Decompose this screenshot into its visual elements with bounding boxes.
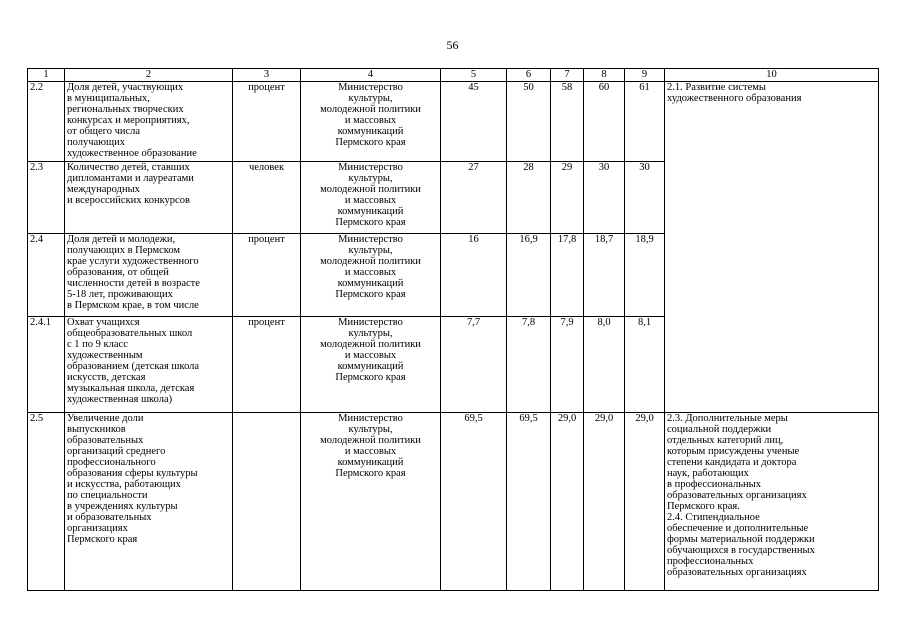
indicator-name: Доля детей и молодежи, получающих в Пермском крае услуги художественного образования, от общей численности детей в возрасте 5-18 лет, проживающих в Пермском крае, в том числе bbox=[65, 234, 233, 317]
header-col-5: 5 bbox=[441, 69, 507, 82]
value-col-5: 27 bbox=[441, 162, 507, 234]
unit: человек bbox=[233, 162, 301, 234]
agency: Министерство культуры, молодежной политики и массовых коммуникаций Пермского края bbox=[301, 162, 441, 234]
agency: Министерство культуры, молодежной политики и массовых коммуникаций Пермского края bbox=[301, 413, 441, 591]
value-col-5: 16 bbox=[441, 234, 507, 317]
row-number: 2.2 bbox=[28, 82, 65, 162]
table-row bbox=[28, 413, 879, 591]
table-row bbox=[28, 82, 879, 162]
agency: Министерство культуры, молодежной политики и массовых коммуникаций Пермского края bbox=[301, 234, 441, 317]
value-col-6: 7,8 bbox=[507, 317, 551, 413]
page-number: 56 bbox=[446, 38, 459, 52]
value-col-8: 18,7 bbox=[584, 234, 625, 317]
header-col-10: 10 bbox=[665, 69, 879, 82]
indicator-name: Охват учащихся общеобразовательных школ с 1 по 9 класс художественным образованием (детская школа искусств, детская музыкальная школа, детская художественная школа) bbox=[65, 317, 233, 413]
value-col-9: 30 bbox=[625, 162, 665, 234]
header-col-2: 2 bbox=[65, 69, 233, 82]
value-col-8: 60 bbox=[584, 82, 625, 162]
value-col-7: 29,0 bbox=[551, 413, 584, 591]
row-number: 2.5 bbox=[28, 413, 65, 591]
value-col-9: 8,1 bbox=[625, 317, 665, 413]
header-col-3: 3 bbox=[233, 69, 301, 82]
header-col-1: 1 bbox=[28, 69, 65, 82]
value-col-7: 17,8 bbox=[551, 234, 584, 317]
indicator-name: Доля детей, участвующих в муниципальных, региональных творческих конкурсах и мероприятиях, от общего числа получающих художественное образование bbox=[65, 82, 233, 162]
program-cell: 2.1. Развитие системы художественного образования bbox=[665, 82, 879, 413]
header-col-9: 9 bbox=[625, 69, 665, 82]
indicators-table bbox=[27, 68, 879, 591]
value-col-5: 45 bbox=[441, 82, 507, 162]
unit: процент bbox=[233, 82, 301, 162]
unit: процент bbox=[233, 317, 301, 413]
row-number: 2.4.1 bbox=[28, 317, 65, 413]
header-col-8: 8 bbox=[584, 69, 625, 82]
row-number: 2.4 bbox=[28, 234, 65, 317]
agency: Министерство культуры, молодежной политики и массовых коммуникаций Пермского края bbox=[301, 317, 441, 413]
header-col-7: 7 bbox=[551, 69, 584, 82]
header-row bbox=[28, 69, 879, 82]
value-col-7: 7,9 bbox=[551, 317, 584, 413]
indicator-name: Увеличение доли выпускников образовательных организаций среднего профессионального образования сферы культуры и искусства, работающих по специальности в учреждениях культуры и образовательных организациях Пермского края bbox=[65, 413, 233, 591]
header-col-4: 4 bbox=[301, 69, 441, 82]
value-col-9: 61 bbox=[625, 82, 665, 162]
value-col-8: 30 bbox=[584, 162, 625, 234]
value-col-7: 58 bbox=[551, 82, 584, 162]
unit bbox=[233, 413, 301, 591]
header-col-6: 6 bbox=[507, 69, 551, 82]
value-col-9: 29,0 bbox=[625, 413, 665, 591]
value-col-5: 7,7 bbox=[441, 317, 507, 413]
value-col-6: 16,9 bbox=[507, 234, 551, 317]
agency: Министерство культуры, молодежной политики и массовых коммуникаций Пермского края bbox=[301, 82, 441, 162]
value-col-5: 69,5 bbox=[441, 413, 507, 591]
value-col-7: 29 bbox=[551, 162, 584, 234]
indicator-name: Количество детей, ставших дипломантами и лауреатами международных и всероссийских конкурсов bbox=[65, 162, 233, 234]
value-col-9: 18,9 bbox=[625, 234, 665, 317]
unit: процент bbox=[233, 234, 301, 317]
value-col-6: 50 bbox=[507, 82, 551, 162]
value-col-6: 28 bbox=[507, 162, 551, 234]
value-col-6: 69,5 bbox=[507, 413, 551, 591]
row-number: 2.3 bbox=[28, 162, 65, 234]
value-col-8: 29,0 bbox=[584, 413, 625, 591]
value-col-8: 8,0 bbox=[584, 317, 625, 413]
program-cell: 2.3. Дополнительные меры социальной поддержки отдельных категорий лиц, которым присуждены ученые степени кандидата и доктора наук, работающих в профессиональных образовательных организациях Пермского края. 2.4. Стипендиальное обеспечение и дополнительные формы материальной поддержки обучающихся в государственных профессиональных образовательных организациях bbox=[665, 413, 879, 591]
